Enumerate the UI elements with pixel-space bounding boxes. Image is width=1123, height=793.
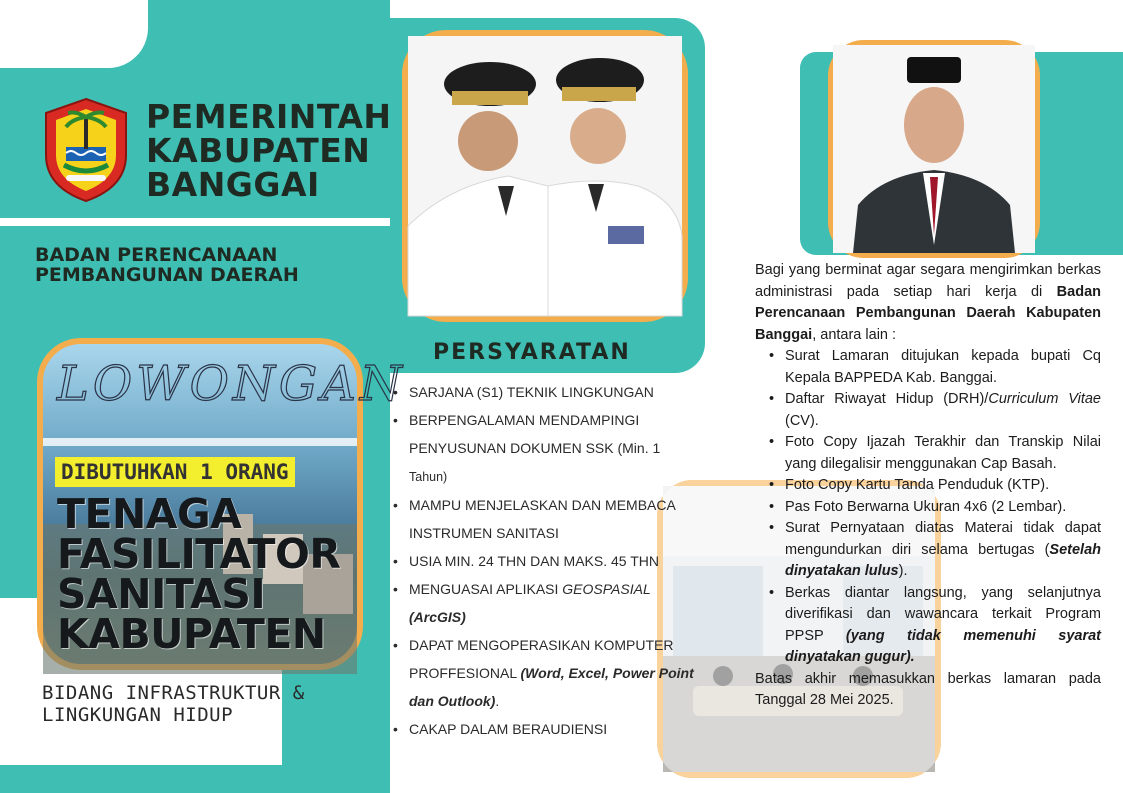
agency-line-2: PEMBANGUNAN DAERAH xyxy=(35,264,299,286)
field-division xyxy=(42,682,305,726)
requirement-item: • MENGUASAI APLIKASI GEOSPASIAL (ArcGIS) xyxy=(393,575,733,631)
job-role-title xyxy=(57,490,341,658)
poster-band xyxy=(43,438,357,446)
requirement-item: • DAPAT MENGOPERASIKAN KOMPUTER PROFFESIONAL (Word, Excel, Power Point dan Outlook). xyxy=(393,631,733,715)
requirements-title: PERSYARATAN xyxy=(433,340,631,365)
official-headshot-photo xyxy=(828,40,1040,258)
regency-emblem-logo xyxy=(38,95,134,205)
title-line-3: BANGGAI xyxy=(146,165,320,204)
requirement-item: • SARJANA (S1) TEKNIK LINGKUNGAN xyxy=(393,378,733,406)
requirement-item: • MAMPU MENJELASKAN DAN MEMBACA INSTRUMEN SANITASI xyxy=(393,491,733,547)
info-intro: Bagi yang berminat agar segara mengirimkan berkas administrasi pada setiap hari kerja di Badan Perencanaan Pembangunan Daerah Kabupaten Banggai, antara lain : xyxy=(755,262,1101,343)
document-item: • Berkas diantar langsung, yang selanjutnya diverifikasi dan wawancara terkait Program PPSP (yang tidak memenuhi syarat dinyatakan gugur). xyxy=(769,583,1101,669)
deadline-text: Batas akhir memasukkan berkas lamaran pada Tanggal 28 Mei 2025. xyxy=(755,670,1101,708)
role-line-4: KABUPATEN xyxy=(57,610,326,658)
requirement-item: • USIA MIN. 24 THN DAN MAKS. 45 THN xyxy=(393,547,733,575)
requirements-list xyxy=(393,378,733,743)
role-line-1: TENAGA xyxy=(57,490,242,538)
bottom-strip xyxy=(0,765,390,793)
agency-line-1: BADAN PERENCANAAN xyxy=(35,244,278,266)
job-poster xyxy=(37,338,406,670)
requirement-item: • CAKAP DALAM BERAUDIENSI xyxy=(393,715,733,743)
title-line-2: KABUPATEN xyxy=(146,131,371,170)
role-line-3: SANITASI xyxy=(57,570,266,618)
divider-line xyxy=(0,218,402,226)
leaders-photo xyxy=(402,30,688,322)
corner-cutout xyxy=(0,0,148,68)
government-title xyxy=(146,97,392,204)
field-line-2: LINGKUNGAN HIDUP xyxy=(42,704,234,726)
agency-name xyxy=(35,245,299,285)
title-line-1: PEMERINTAH xyxy=(146,97,392,136)
document-item: • Foto Copy Ijazah Terakhir dan Transkip Nilai yang dilegalisir menggunakan Cap Basah. xyxy=(769,432,1101,475)
vacancy-headline: LOWONGAN xyxy=(57,356,406,412)
requirement-item: • BERPENGALAMAN MENDAMPINGI PENYUSUNAN DOKUMEN SSK (Min. 1 Tahun) xyxy=(393,406,733,491)
document-item: • Pas Foto Berwarna Ukuran 4x6 (2 Lembar). xyxy=(769,497,1101,519)
document-item: • Surat Pernyataan diatas Materai tidak dapat mengundurkan diri selama bertugas (Setelah dinyatakan lulus). xyxy=(769,518,1101,583)
needed-count-badge: DIBUTUHKAN 1 ORANG xyxy=(55,457,295,487)
document-item: • Daftar Riwayat Hidup (DRH)/Curriculum Vitae (CV). xyxy=(769,389,1101,432)
field-line-1: BIDANG INFRASTRUKTUR & xyxy=(42,682,305,704)
role-line-2: FASILITATOR xyxy=(57,530,341,578)
application-info xyxy=(755,260,1101,712)
document-item: • Surat Lamaran ditujukan kepada bupati Cq Kepala BAPPEDA Kab. Banggai. xyxy=(769,346,1101,389)
official-illustration xyxy=(833,45,1035,253)
document-item: • Foto Copy Kartu Tanda Penduduk (KTP). xyxy=(769,475,1101,497)
documents-list xyxy=(755,346,1101,669)
officials-illustration xyxy=(408,36,682,316)
